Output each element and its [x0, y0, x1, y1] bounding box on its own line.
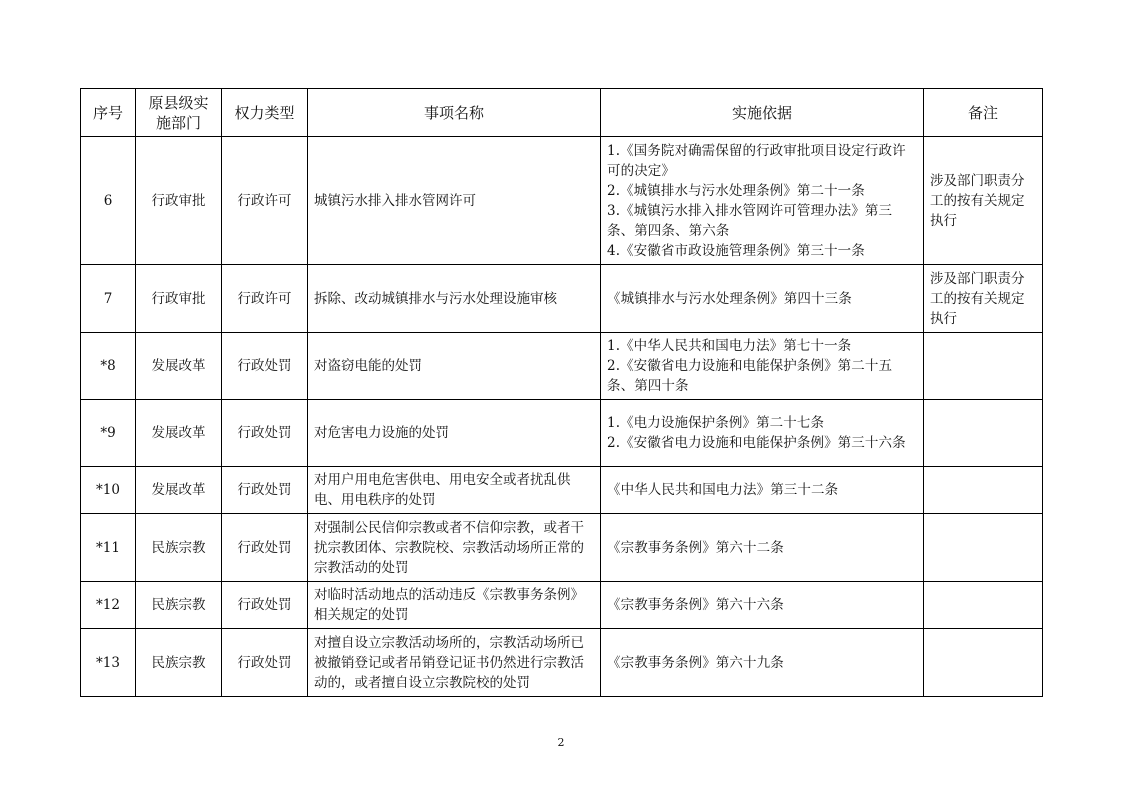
- cell-name: 对擅自设立宗教活动场所的，宗教活动场所已被撤销登记或者吊销登记证书仍然进行宗教活动的，或者擅自设立宗教院校的处罚: [308, 629, 601, 697]
- table-row: [81, 582, 1043, 629]
- cell-seq: *10: [81, 467, 136, 514]
- cell-note: 涉及部门职责分工的按有关规定执行: [924, 265, 1043, 333]
- cell-name: 对强制公民信仰宗教或者不信仰宗教，或者干扰宗教团体、宗教院校、宗教活动场所正常的宗教活动的处罚: [308, 514, 601, 582]
- cell-name: 城镇污水排入排水管网许可: [308, 137, 601, 265]
- cell-basis: [601, 333, 924, 400]
- cell-basis: [601, 629, 924, 697]
- basis-line: 1.《中华人民共和国电力法》第七十一条: [607, 338, 852, 354]
- header-note: 备注: [924, 89, 1043, 137]
- basis-line: 《中华人民共和国电力法》第三十二条: [607, 482, 839, 498]
- cell-seq: *12: [81, 582, 136, 629]
- cell-seq: *9: [81, 400, 136, 467]
- cell-basis: [601, 514, 924, 582]
- cell-note: [924, 582, 1043, 629]
- basis-line: 2.《安徽省电力设施和电能保护条例》第二十五条、第四十条: [607, 358, 893, 394]
- cell-basis: [601, 265, 924, 333]
- cell-seq: 7: [81, 265, 136, 333]
- cell-type: 行政处罚: [222, 582, 308, 629]
- cell-type: 行政处罚: [222, 400, 308, 467]
- table-row: [81, 400, 1043, 467]
- table-row: [81, 333, 1043, 400]
- basis-line: 1.《电力设施保护条例》第二十七条: [607, 415, 825, 431]
- cell-note: 涉及部门职责分工的按有关规定执行: [924, 137, 1043, 265]
- cell-basis: [601, 467, 924, 514]
- basis-line: 2.《城镇排水与污水处理条例》第二十一条: [607, 182, 865, 199]
- table-row: [81, 514, 1043, 582]
- cell-dept: 行政审批: [136, 265, 222, 333]
- cell-type: 行政许可: [222, 265, 308, 333]
- cell-dept: 民族宗教: [136, 629, 222, 697]
- basis-line: 《宗教事务条例》第六十二条: [607, 539, 784, 556]
- table-row: [81, 265, 1043, 333]
- cell-seq: *13: [81, 629, 136, 697]
- cell-note: [924, 400, 1043, 467]
- table-row: [81, 467, 1043, 514]
- page-number: 2: [557, 736, 565, 749]
- cell-dept: 发展改革: [136, 333, 222, 400]
- cell-basis: [601, 582, 924, 629]
- basis-line: 《城镇排水与污水处理条例》第四十三条: [607, 290, 852, 307]
- cell-name: 对危害电力设施的处罚: [308, 400, 601, 467]
- cell-dept: 民族宗教: [136, 514, 222, 582]
- cell-name: 拆除、改动城镇排水与污水处理设施审核: [308, 265, 601, 333]
- cell-dept: 行政审批: [136, 137, 222, 265]
- cell-seq: *11: [81, 514, 136, 582]
- cell-seq: 6: [81, 137, 136, 265]
- cell-basis: [601, 137, 924, 265]
- cell-type: 行政处罚: [222, 629, 308, 697]
- cell-note: [924, 514, 1043, 582]
- basis-line: 3.《城镇污水排入排水管网许可管理办法》第三条、第四条、第六条: [607, 202, 893, 239]
- cell-note: [924, 629, 1043, 697]
- cell-seq: *8: [81, 333, 136, 400]
- cell-dept: 民族宗教: [136, 582, 222, 629]
- header-row: [81, 89, 1043, 137]
- cell-basis: [601, 400, 924, 467]
- cell-type: 行政处罚: [222, 514, 308, 582]
- basis-line: 《宗教事务条例》第六十九条: [607, 654, 784, 671]
- cell-type: 行政许可: [222, 137, 308, 265]
- header-dept: [136, 89, 222, 137]
- header-type: 权力类型: [222, 89, 308, 137]
- header-basis: 实施依据: [601, 89, 924, 137]
- cell-note: [924, 333, 1043, 400]
- cell-type: 行政处罚: [222, 333, 308, 400]
- power-list-table: [80, 88, 1043, 697]
- table-row: [81, 137, 1043, 265]
- header-name: 事项名称: [308, 89, 601, 137]
- basis-line: 2.《安徽省电力设施和电能保护条例》第三十六条: [607, 435, 906, 451]
- cell-type: 行政处罚: [222, 467, 308, 514]
- cell-name: 对盗窃电能的处罚: [308, 333, 601, 400]
- basis-line: 《宗教事务条例》第六十六条: [607, 597, 784, 613]
- table-body: [81, 137, 1043, 697]
- cell-note: [924, 467, 1043, 514]
- cell-name: 对用户用电危害供电、用电安全或者扰乱供电、用电秩序的处罚: [308, 467, 601, 514]
- header-seq: 序号: [81, 89, 136, 137]
- table-row: [81, 629, 1043, 697]
- cell-dept: 发展改革: [136, 467, 222, 514]
- cell-name: 对临时活动地点的活动违反《宗教事务条例》相关规定的处罚: [308, 582, 601, 629]
- header-dept-text: 原县级实施部门: [148, 93, 209, 132]
- basis-line: 4.《安徽省市政设施管理条例》第三十一条: [607, 242, 865, 259]
- cell-dept: 发展改革: [136, 400, 222, 467]
- basis-line: 1.《国务院对确需保留的行政审批项目设定行政许可的决定》: [607, 142, 906, 179]
